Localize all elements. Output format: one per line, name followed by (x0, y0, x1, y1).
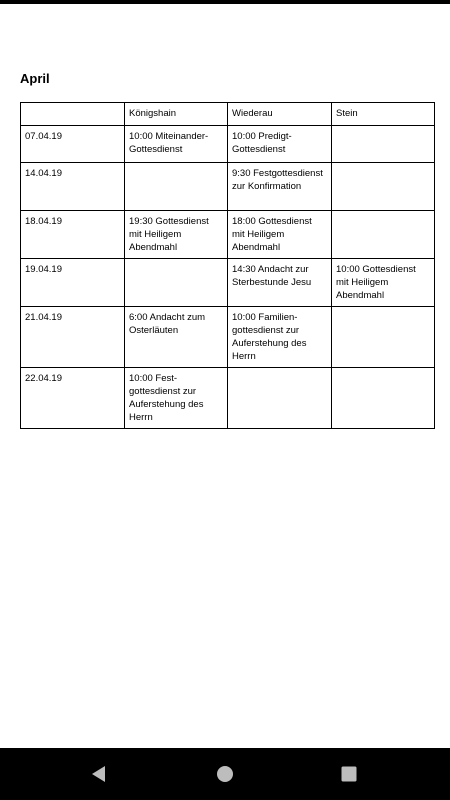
wiederau-cell: 10:00 Familien-gottesdienst zur Auferstehung des Herrn (228, 307, 332, 368)
wiederau-cell: 10:00 Predigt-Gottesdienst (228, 126, 332, 163)
koenigshain-cell: 10:00 Miteinander-Gottesdienst (125, 126, 228, 163)
table-row (21, 307, 435, 368)
wiederau-cell: 18:00 Gottesdienst mit Heiligem Abendmahl (228, 211, 332, 259)
date-cell: 22.04.19 (21, 368, 125, 429)
header-cell-stein: Stein (332, 103, 435, 126)
back-triangle-icon (90, 765, 108, 783)
month-heading: April (20, 71, 50, 86)
koenigshain-cell (125, 259, 228, 307)
table-header-row (21, 103, 435, 126)
table-row (21, 259, 435, 307)
wiederau-cell: 14:30 Andacht zur Sterbestunde Jesu (228, 259, 332, 307)
header-cell-empty (21, 103, 125, 126)
recents-button[interactable] (337, 762, 361, 786)
date-cell: 14.04.19 (21, 163, 125, 211)
koenigshain-cell: 10:00 Fest-gottesdienst zur Auferstehung des Herrn (125, 368, 228, 429)
table-row (21, 211, 435, 259)
table-row (21, 163, 435, 211)
wiederau-cell: 9:30 Festgottesdienst zur Konfirmation (228, 163, 332, 211)
stein-cell (332, 307, 435, 368)
back-button[interactable] (87, 762, 111, 786)
koenigshain-cell (125, 163, 228, 211)
recents-square-icon (340, 765, 358, 783)
service-schedule-table (20, 102, 435, 429)
navigation-bar (0, 748, 450, 800)
koenigshain-cell: 19:30 Gottesdienst mit Heiligem Abendmahl (125, 211, 228, 259)
stein-cell (332, 368, 435, 429)
stein-cell (332, 126, 435, 163)
date-cell: 18.04.19 (21, 211, 125, 259)
status-bar (0, 0, 450, 4)
table-row (21, 126, 435, 163)
home-circle-icon (216, 765, 234, 783)
stein-cell (332, 211, 435, 259)
date-cell: 07.04.19 (21, 126, 125, 163)
table-row (21, 368, 435, 429)
stein-cell (332, 163, 435, 211)
stein-cell: 10:00 Gottesdienst mit Heiligem Abendmahl (332, 259, 435, 307)
home-button[interactable] (213, 762, 237, 786)
koenigshain-cell: 6:00 Andacht zum Osterläuten (125, 307, 228, 368)
date-cell: 21.04.19 (21, 307, 125, 368)
header-cell-koenigshain: Königshain (125, 103, 228, 126)
wiederau-cell (228, 368, 332, 429)
header-cell-wiederau: Wiederau (228, 103, 332, 126)
date-cell: 19.04.19 (21, 259, 125, 307)
